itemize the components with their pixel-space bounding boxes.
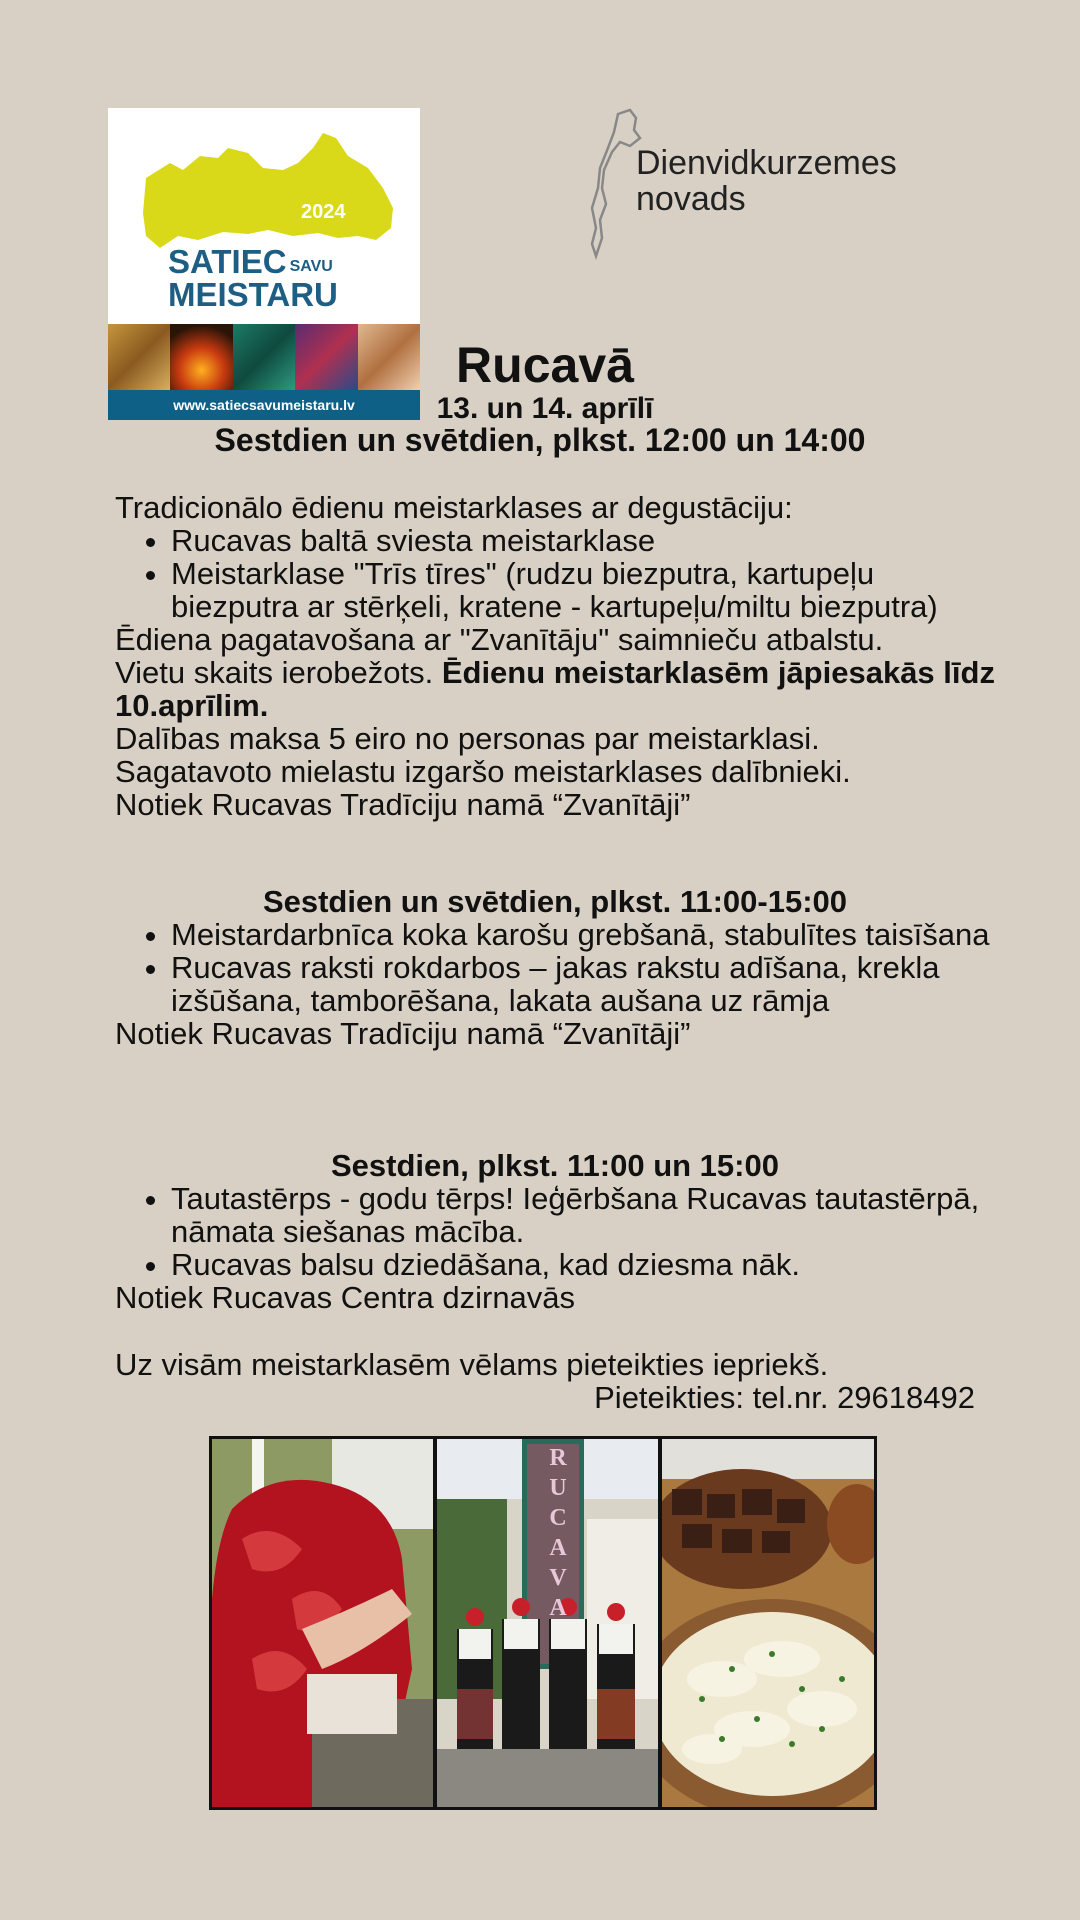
section1-registration-text bbox=[115, 656, 995, 722]
photo-food-dumplings bbox=[662, 1439, 874, 1807]
region-name-line1: Dienvidkurzemes bbox=[636, 144, 897, 182]
section-costume-singing bbox=[115, 1149, 995, 1314]
list-item: • Rucavas baltā sviesta meistarklase bbox=[171, 524, 995, 557]
region-name-line2: novads bbox=[636, 180, 746, 218]
section2-list bbox=[115, 918, 995, 1017]
logo-url: www.satiecsavumeistaru.lv bbox=[108, 390, 420, 420]
section1-location: Notiek Rucavas Tradīciju namā “Zvanītāji” bbox=[115, 787, 691, 822]
section3-list bbox=[115, 1182, 995, 1281]
event-dates: 13. un 14. aprīlī bbox=[436, 392, 654, 425]
section-craft-workshops bbox=[115, 885, 995, 1050]
page-title: Rucavā bbox=[456, 337, 634, 393]
logo-line1-small: SAVU bbox=[289, 258, 333, 275]
list-item: • Meistardarbnīca koka karošu grebšanā, stabulītes taisīšana bbox=[171, 918, 995, 951]
dienvidkurzemes-novads-logo bbox=[590, 108, 950, 260]
logo-year: 2024 bbox=[301, 201, 346, 223]
list-item: • Tautastērps - godu tērps! Ieģērbšana Rucavas tautastērpā, nāmata siešanas mācība. bbox=[171, 1182, 995, 1248]
section2-heading: Sestdien un svētdien, plkst. 11:00-15:00 bbox=[262, 884, 848, 919]
logo-line2: MEISTARU bbox=[168, 276, 338, 313]
rucava-sign: RUCAVA bbox=[545, 1445, 571, 1625]
list-item: • Rucavas raksti rokdarbos – jakas rakstu adīšana, krekla izšūšana, tamborēšana, lakata aušana uz rāmja bbox=[171, 951, 995, 1017]
list-item: • Rucavas balsu dziedāšana, kad dziesma nāk. bbox=[171, 1248, 995, 1281]
photo-collage bbox=[209, 1436, 877, 1810]
logo-line1-main: SATIEC bbox=[168, 243, 287, 280]
section1-tasting-text: Sagatavoto mielastu izgaršo meistarklases dalībnieki. bbox=[115, 754, 851, 789]
section2-location: Notiek Rucavas Tradīciju namā “Zvanītāji” bbox=[115, 1016, 691, 1051]
limited-seats-text: Vietu skaits ierobežots. bbox=[115, 655, 442, 690]
photo-headscarf bbox=[212, 1439, 433, 1807]
registration-phone: Pieteikties: tel.nr. 29618492 bbox=[594, 1380, 975, 1415]
section1-list bbox=[115, 524, 995, 623]
section1-intro: Tradicionālo ēdienu meistarklases ar degustāciju: bbox=[115, 490, 793, 525]
section1-fee-text: Dalības maksa 5 eiro no personas par meistarklasi. bbox=[115, 721, 820, 756]
event-times: Sestdien un svētdien, plkst. 12:00 un 14:00 bbox=[214, 422, 866, 458]
registration-note: Uz visām meistarklasēm vēlams pieteikties iepriekš. bbox=[115, 1347, 829, 1382]
list-item: • Meistarklase "Trīs tīres" (rudzu biezputra, kartupeļu biezputra ar stērķeli, kratene - kartupeļu/miltu biezputra) bbox=[171, 557, 995, 623]
section-cooking-workshops bbox=[115, 491, 995, 821]
footer-registration bbox=[115, 1348, 975, 1414]
photo-folk-costumes bbox=[437, 1439, 658, 1807]
section1-support-text: Ēdiena pagatavošana ar "Zvanītāju" saimnieču atbalstu. bbox=[115, 622, 884, 657]
section3-heading: Sestdien, plkst. 11:00 un 15:00 bbox=[331, 1148, 779, 1183]
registration-deadline: Ēdienu meistarklasēm jāpiesakās līdz 10.aprīlim. bbox=[115, 655, 995, 723]
section3-location: Notiek Rucavas Centra dzirnavās bbox=[115, 1280, 576, 1315]
